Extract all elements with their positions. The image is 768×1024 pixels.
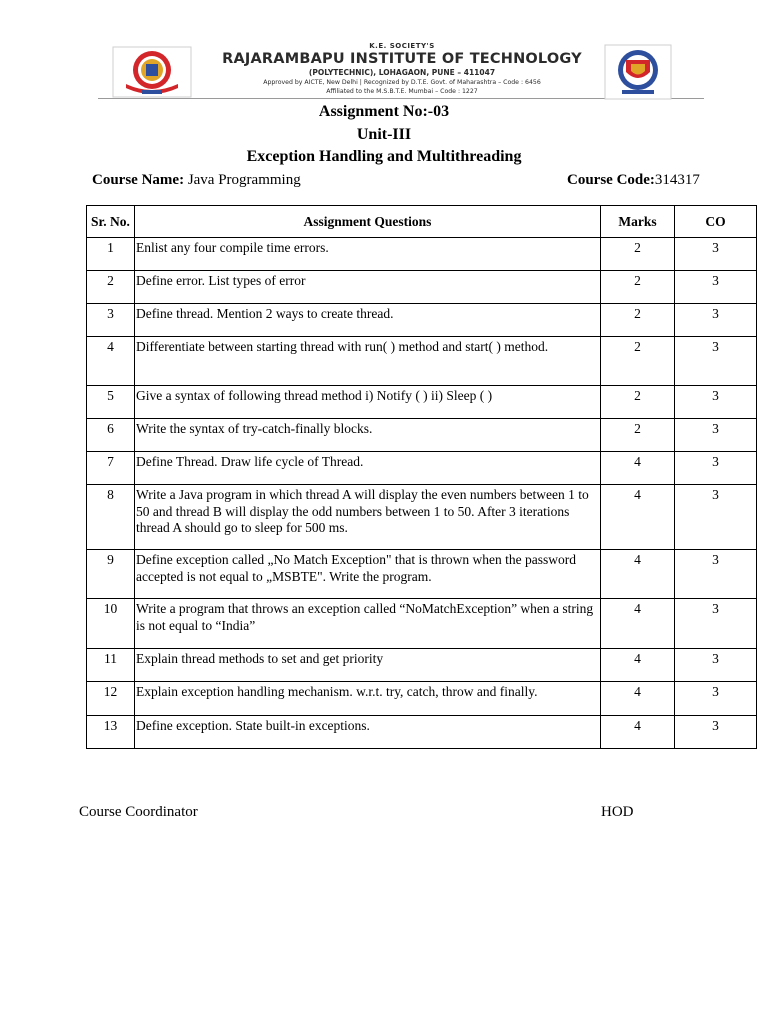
approval-line: Approved by AICTE, New Delhi | Recognized by D.T.E. Govt. of Maharashtra – Code : 6456 xyxy=(263,79,541,86)
table-header-row xyxy=(87,206,757,238)
row-marks: 4 xyxy=(601,716,675,749)
row-question: Explain exception handling mechanism. w.r.t. try, catch, throw and finally. xyxy=(135,682,601,716)
table-row xyxy=(87,271,757,304)
table-row xyxy=(87,419,757,452)
table-row xyxy=(87,304,757,337)
row-co: 3 xyxy=(675,304,757,337)
row-sr: 3 xyxy=(87,304,135,337)
row-sr: 13 xyxy=(87,716,135,749)
course-name-label: Course Name: xyxy=(92,172,185,188)
row-marks: 2 xyxy=(601,271,675,304)
row-sr: 12 xyxy=(87,682,135,716)
institute-logo-right xyxy=(604,44,672,100)
row-marks: 2 xyxy=(601,238,675,271)
col-header-marks: Marks xyxy=(601,206,675,238)
row-sr: 9 xyxy=(87,550,135,599)
institute-header xyxy=(216,42,588,96)
col-header-co: CO xyxy=(675,206,757,238)
table-row xyxy=(87,238,757,271)
row-co: 3 xyxy=(675,337,757,386)
row-marks: 4 xyxy=(601,599,675,649)
course-code-value: 314317 xyxy=(654,172,700,188)
row-co: 3 xyxy=(675,271,757,304)
table-row xyxy=(87,682,757,716)
row-marks: 4 xyxy=(601,550,675,599)
topic-title: Exception Handling and Multithreading xyxy=(246,148,522,165)
row-sr: 10 xyxy=(87,599,135,649)
row-marks: 4 xyxy=(601,485,675,550)
table-row xyxy=(87,599,757,649)
row-co: 3 xyxy=(675,649,757,682)
row-marks: 2 xyxy=(601,386,675,419)
course-code xyxy=(567,170,700,190)
row-question: Write the syntax of try-catch-finally blocks. xyxy=(135,419,601,452)
table-row xyxy=(87,337,757,386)
row-question: Enlist any four compile time errors. xyxy=(135,238,601,271)
row-marks: 2 xyxy=(601,304,675,337)
row-co: 3 xyxy=(675,452,757,485)
row-marks: 4 xyxy=(601,452,675,485)
col-header-question: Assignment Questions xyxy=(135,206,601,238)
assignment-table xyxy=(86,205,757,749)
affiliation-line: Affiliated to the M.S.B.T.E. Mumbai – Code : 1227 xyxy=(326,88,478,95)
unit-title: Unit-III xyxy=(356,126,412,143)
row-sr: 4 xyxy=(87,337,135,386)
row-question: Give a syntax of following thread method i) Notify ( ) ii) Sleep ( ) xyxy=(135,386,601,419)
course-code-label: Course Code: xyxy=(567,172,655,188)
course-name-value: Java Programming xyxy=(184,172,301,188)
hod-label: HOD xyxy=(601,804,634,820)
table-row xyxy=(87,452,757,485)
row-question: Define exception. State built-in exceptions. xyxy=(135,716,601,749)
row-question: Differentiate between starting thread with run( ) method and start( ) method. xyxy=(135,337,601,386)
row-co: 3 xyxy=(675,550,757,599)
row-marks: 2 xyxy=(601,419,675,452)
table-row xyxy=(87,716,757,749)
row-co: 3 xyxy=(675,485,757,550)
course-name xyxy=(92,170,301,190)
row-question: Define error. List types of error xyxy=(135,271,601,304)
col-header-sr: Sr. No. xyxy=(87,206,135,238)
letterhead xyxy=(98,40,704,99)
row-sr: 8 xyxy=(87,485,135,550)
row-co: 3 xyxy=(675,599,757,649)
row-co: 3 xyxy=(675,386,757,419)
table-row xyxy=(87,550,757,599)
row-marks: 4 xyxy=(601,682,675,716)
row-co: 3 xyxy=(675,419,757,452)
institute-name: RAJARAMBAPU INSTITUTE OF TECHNOLOGY xyxy=(222,51,582,67)
institute-location: (POLYTECHNIC), LOHAGAON, PUNE – 411047 xyxy=(308,68,496,77)
row-question: Write a Java program in which thread A will display the even numbers between 1 to 50 and thread B will display the odd numbers between 1 to 50. After 3 iterations thread A should go to sleep for 500 ms. xyxy=(135,485,601,550)
institute-logo-left xyxy=(112,46,192,98)
row-sr: 11 xyxy=(87,649,135,682)
table-row xyxy=(87,386,757,419)
row-marks: 2 xyxy=(601,337,675,386)
row-sr: 6 xyxy=(87,419,135,452)
row-co: 3 xyxy=(675,238,757,271)
course-coordinator-label: Course Coordinator xyxy=(79,804,198,820)
row-sr: 2 xyxy=(87,271,135,304)
row-sr: 7 xyxy=(87,452,135,485)
row-marks: 4 xyxy=(601,649,675,682)
row-sr: 1 xyxy=(87,238,135,271)
row-question: Define exception called „No Match Exception" that is thrown when the password accepted is not equal to „MSBTE". Write the program. xyxy=(135,550,601,599)
row-co: 3 xyxy=(675,716,757,749)
row-question: Define Thread. Draw life cycle of Thread. xyxy=(135,452,601,485)
table-row xyxy=(87,485,757,550)
row-question: Define thread. Mention 2 ways to create thread. xyxy=(135,304,601,337)
row-co: 3 xyxy=(675,682,757,716)
society-name: K.E. SOCIETY'S xyxy=(369,42,435,50)
row-question: Explain thread methods to set and get priority xyxy=(135,649,601,682)
row-sr: 5 xyxy=(87,386,135,419)
row-question: Write a program that throws an exception called “NoMatchException” when a string is not equal to “India” xyxy=(135,599,601,649)
assignment-number: Assignment No:-03 xyxy=(318,103,450,120)
table-row xyxy=(87,649,757,682)
